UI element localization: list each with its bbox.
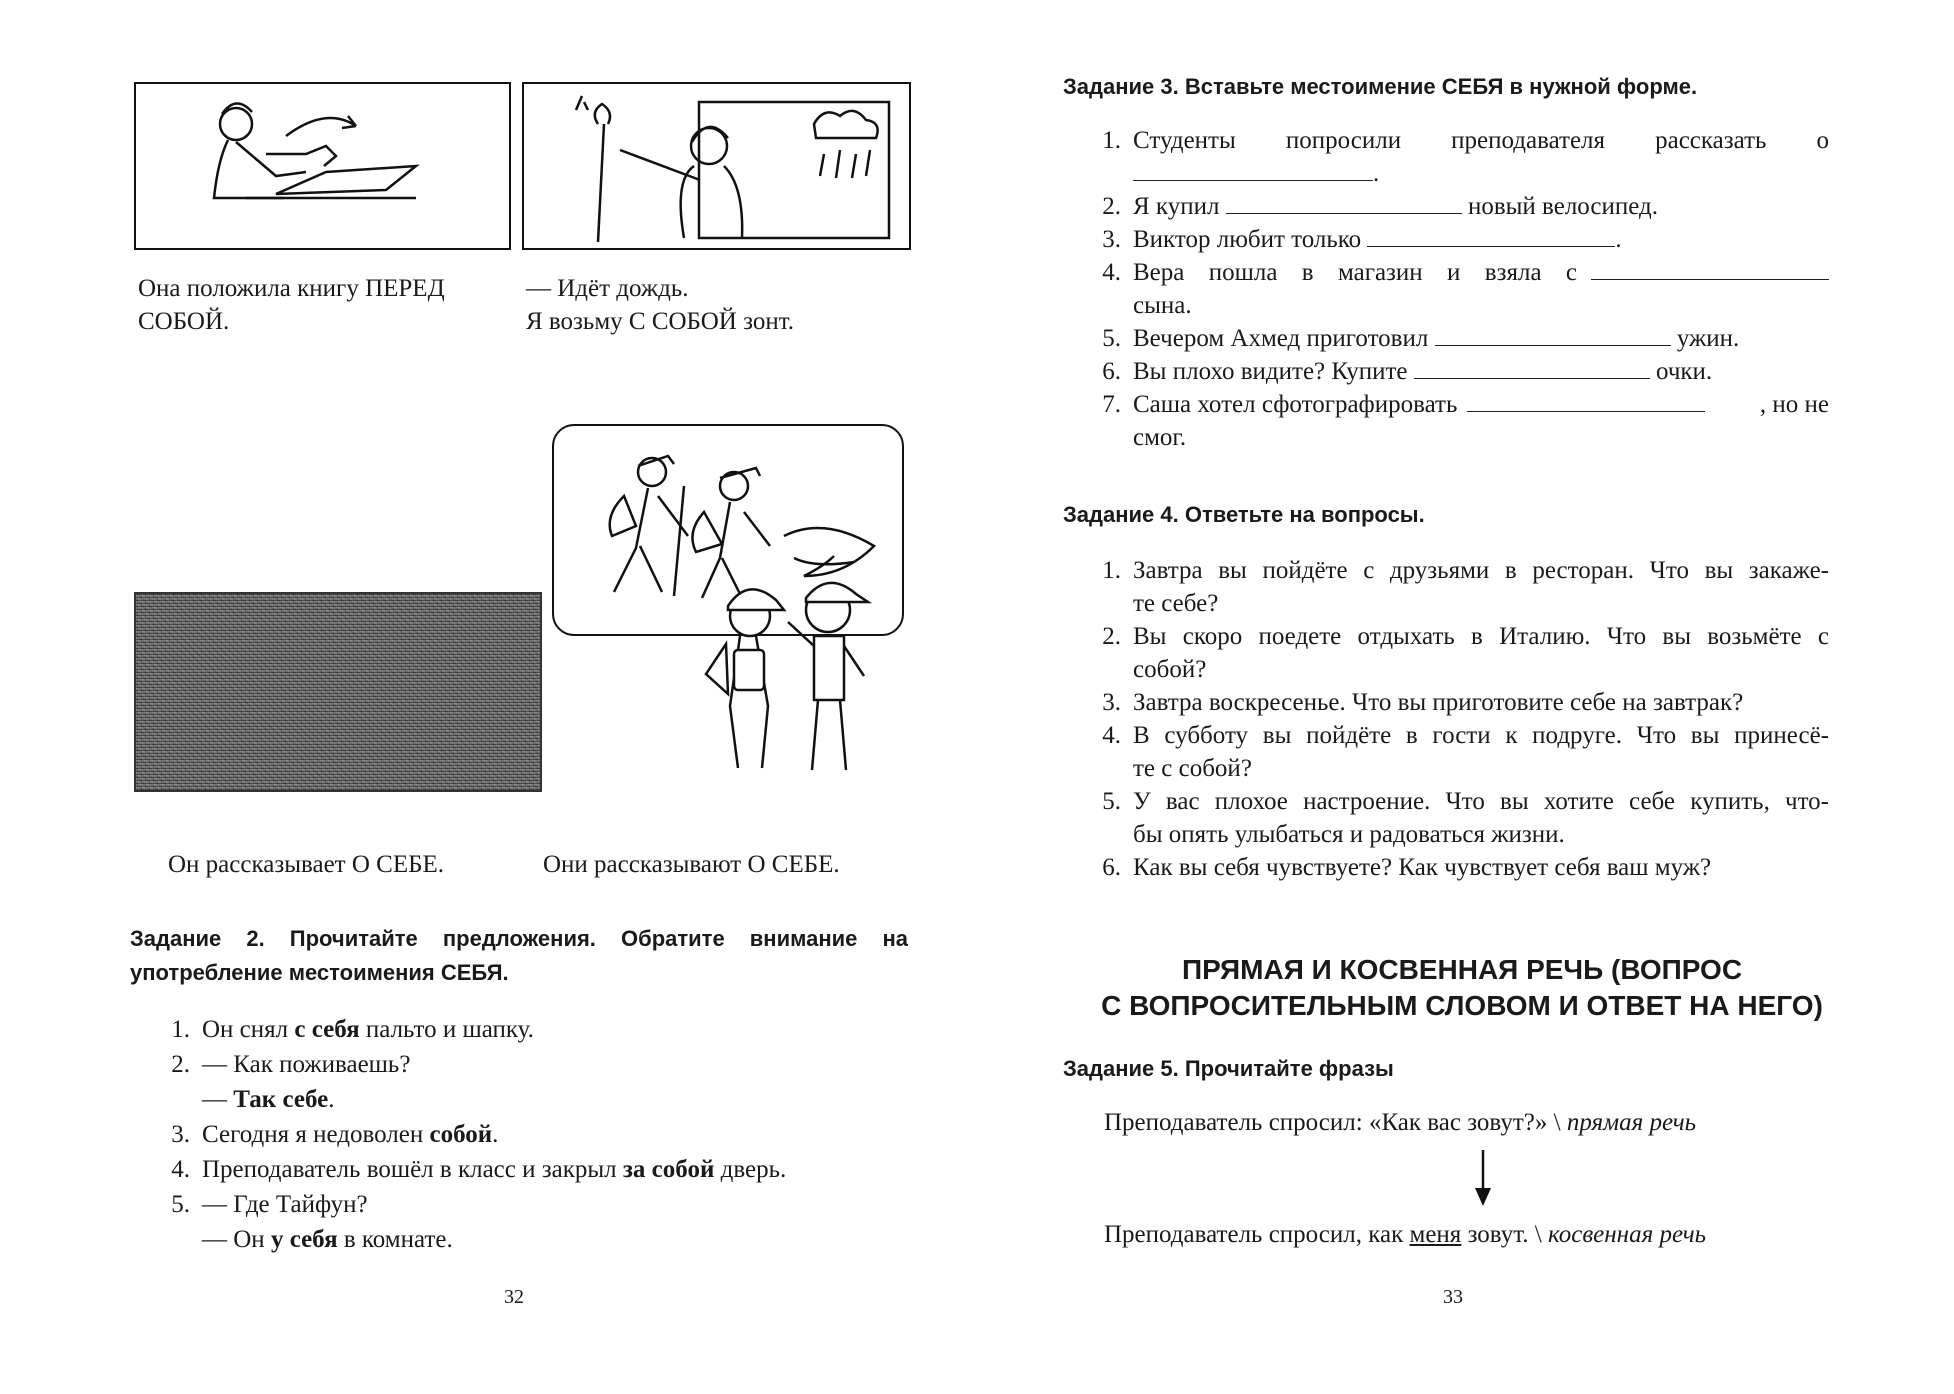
- task4-item-line: те себе?: [1133, 590, 1219, 617]
- task2-item-text: Он снял: [202, 1016, 295, 1043]
- answer-blank[interactable]: [1591, 257, 1829, 280]
- task2-item-number: 3.: [171, 1121, 190, 1148]
- section-title-line1: ПРЯМАЯ И КОСВЕННАЯ РЕЧЬ (ВОПРОС: [1181, 954, 1743, 985]
- task4-item-number: 1.: [1102, 557, 1121, 584]
- task2-item: [160, 1222, 900, 1257]
- task2-item-highlight: с себя: [294, 1016, 360, 1043]
- caption-umbrella-line1: — Идёт дождь.: [526, 275, 689, 302]
- direct-speech-example: [1104, 1106, 1904, 1139]
- task4-item-line: Как вы себя чувствуете? Как чувствует себя ваш муж?: [1133, 854, 1712, 881]
- task2-item-text: — Как поживаешь?: [202, 1051, 411, 1078]
- task2-item-text: — Он: [202, 1226, 271, 1253]
- caption-he-talks: Он рассказывает О СЕБЕ.: [168, 851, 444, 878]
- woman-with-book-drawing: [136, 84, 509, 248]
- task4-item: [1091, 686, 1829, 719]
- task2-item-number: 2.: [171, 1051, 190, 1078]
- task2-item: [160, 1012, 900, 1047]
- caption-they-talk: Они рассказывают О СЕБЕ.: [543, 851, 840, 878]
- illustration-umbrella-rain: [522, 82, 911, 250]
- task2-item: [160, 1047, 900, 1082]
- task3-item-tail: новый велосипед.: [1467, 193, 1659, 220]
- direct-speech-label: прямая речь: [1566, 1109, 1697, 1136]
- task2-item-text-end: .: [328, 1086, 335, 1113]
- task4-item-number: 2.: [1102, 623, 1121, 650]
- task4-item-line: Завтра вы пойдёте с друзьями в ресторан. Что вы закаже-: [1133, 557, 1829, 584]
- illustration-man-talks-about-himself: [134, 592, 542, 792]
- task4-item-number: 3.: [1102, 689, 1121, 716]
- indirect-speech-text: Преподаватель спросил, как: [1104, 1221, 1410, 1248]
- task4-heading: Задание 4. Ответьте на вопросы.: [1063, 502, 1425, 527]
- task2-item-text-end: пальто и шапку.: [359, 1016, 534, 1043]
- task3-item-text: Вера пошла в магазин и взяла с: [1133, 259, 1577, 286]
- task3-item-number: 1.: [1102, 127, 1121, 154]
- task2-item-text: Преподаватель вошёл в класс и закрыл: [202, 1156, 623, 1183]
- task3-item-text: Саша хотел сфотографировать: [1133, 391, 1458, 418]
- task3-item-number: 2.: [1102, 193, 1121, 220]
- caption-book-in-front-line1: Она положила книгу ПЕРЕД: [138, 275, 445, 302]
- answer-blank[interactable]: [1133, 158, 1373, 181]
- task2-heading-line2: употребление местоимения СЕБЯ.: [130, 960, 509, 985]
- task2-item-highlight: Так себе: [233, 1086, 329, 1113]
- direct-speech-text: Преподаватель спросил: «Как вас зовут?» \: [1104, 1109, 1567, 1136]
- task2-item-highlight: за собой: [622, 1156, 715, 1183]
- task2-item-text-end: дверь.: [714, 1156, 787, 1183]
- task3-item: [1091, 355, 1829, 388]
- task4-item-line: те с собой?: [1133, 755, 1252, 782]
- task4-item-number: 4.: [1102, 722, 1121, 749]
- section-title: [1037, 952, 1887, 1024]
- answer-blank[interactable]: [1414, 356, 1650, 379]
- task2-item-number: 5.: [171, 1191, 190, 1218]
- task3-item: [1091, 388, 1829, 454]
- task3-item-tail: ужин.: [1676, 325, 1740, 352]
- task4-item-line: Вы скоро поедете отдыхать в Италию. Что вы возьмёте с: [1133, 623, 1829, 650]
- task3-item: [1091, 223, 1829, 256]
- answer-blank[interactable]: [1367, 224, 1615, 247]
- task2-item-number: 1.: [171, 1016, 190, 1043]
- indirect-speech-text-end: зовут. \: [1461, 1221, 1548, 1248]
- task3-item-tail: , но не: [1759, 391, 1829, 418]
- task4-item: [1091, 851, 1829, 884]
- task4-item: [1091, 785, 1829, 851]
- task3-item-text: Студенты попросили преподавателя рассказать о: [1133, 127, 1829, 154]
- task3-heading: Задание 3. Вставьте местоимение СЕБЯ в нужной форме.: [1063, 74, 1698, 99]
- task3-item-number: 3.: [1102, 226, 1121, 253]
- task2-heading-line1: Задание 2. Прочитайте предложения. Обратите внимание на: [130, 926, 908, 951]
- task4-item: [1091, 719, 1829, 785]
- task3-item-continuation: смог.: [1133, 424, 1187, 451]
- task3-item-number: 6.: [1102, 358, 1121, 385]
- indirect-speech-label: косвенная речь: [1547, 1221, 1707, 1248]
- task5-heading: Задание 5. Прочитайте фразы: [1063, 1056, 1394, 1081]
- task3-item-text: Я купил: [1133, 193, 1220, 220]
- task2-item: [160, 1152, 900, 1187]
- task3-item: [1091, 190, 1829, 223]
- page-number-left: 32: [504, 1286, 524, 1308]
- down-arrow-icon: [1471, 1148, 1495, 1208]
- caption-umbrella: [526, 272, 906, 338]
- task3-item-text: Вечером Ахмед приготовил: [1133, 325, 1429, 352]
- answer-blank[interactable]: [1467, 389, 1705, 412]
- page-number-right: 33: [1443, 1286, 1463, 1308]
- task3-item-text: Виктор любит только: [1133, 226, 1362, 253]
- caption-book-in-front-line2: СОБОЙ.: [138, 308, 230, 335]
- task4-item-line: Завтра воскресенье. Что вы приготовите себе на завтрак?: [1133, 689, 1744, 716]
- task4-item-line: В субботу вы пойдёте в гости к подруге. Что вы принесё-: [1133, 722, 1829, 749]
- right-page: [977, 0, 1954, 1394]
- task2-item-text-end: .: [492, 1121, 499, 1148]
- task4-item-number: 5.: [1102, 788, 1121, 815]
- task2-item: [160, 1082, 900, 1117]
- answer-blank[interactable]: [1226, 191, 1462, 214]
- task4-list: [1091, 554, 1829, 884]
- task2-item-text: — Где Тайфун?: [202, 1191, 368, 1218]
- task3-list: [1091, 124, 1829, 454]
- task3-item-text: Вы плохо видите? Купите: [1133, 358, 1408, 385]
- task2-item-text-end: в комнате.: [337, 1226, 453, 1253]
- task3-item-tail: .: [1373, 160, 1380, 187]
- task3-item: [1091, 124, 1829, 190]
- task2-heading: [130, 922, 908, 990]
- task3-item: [1091, 256, 1829, 322]
- caption-umbrella-line2: Я возьму С СОБОЙ зонт.: [526, 308, 795, 335]
- task4-item-line: бы опять улыбаться и радоваться жизни.: [1133, 821, 1565, 848]
- task4-item-number: 6.: [1102, 854, 1121, 881]
- section-title-line2: С ВОПРОСИТЕЛЬНЫМ СЛОВОМ И ОТВЕТ НА НЕГО): [1101, 990, 1823, 1021]
- caption-book-in-front: [138, 272, 518, 338]
- task4-item: [1091, 554, 1829, 620]
- man-with-umbrella-drawing: [524, 84, 909, 248]
- task2-item-highlight: собой: [429, 1121, 493, 1148]
- answer-blank[interactable]: [1435, 323, 1671, 346]
- indirect-speech-example: [1104, 1218, 1924, 1251]
- task4-item-line: У вас плохое настроение. Что вы хотите себе купить, что-: [1133, 788, 1829, 815]
- task3-item-tail: очки.: [1655, 358, 1713, 385]
- task2-item-text: —: [202, 1086, 234, 1113]
- task3-item-number: 5.: [1102, 325, 1121, 352]
- task3-item-tail: .: [1615, 226, 1622, 253]
- task3-item-number: 4.: [1102, 259, 1121, 286]
- task2-item-highlight: у себя: [270, 1226, 338, 1253]
- task4-item-line: собой?: [1133, 656, 1207, 683]
- illustration-book-in-front: [134, 82, 511, 250]
- task3-item-tail: сына.: [1133, 292, 1192, 319]
- task2-list: [160, 1012, 900, 1257]
- task2-item: [160, 1187, 900, 1222]
- task4-item: [1091, 620, 1829, 686]
- task2-item-number: 4.: [171, 1156, 190, 1183]
- indirect-speech-underlined-word: меня: [1409, 1221, 1462, 1248]
- task2-item: [160, 1117, 900, 1152]
- task3-item-number: 7.: [1102, 391, 1121, 418]
- task2-item-text: Сегодня я недоволен: [202, 1121, 430, 1148]
- children-drawing: [690, 570, 880, 790]
- task3-item: [1091, 322, 1829, 355]
